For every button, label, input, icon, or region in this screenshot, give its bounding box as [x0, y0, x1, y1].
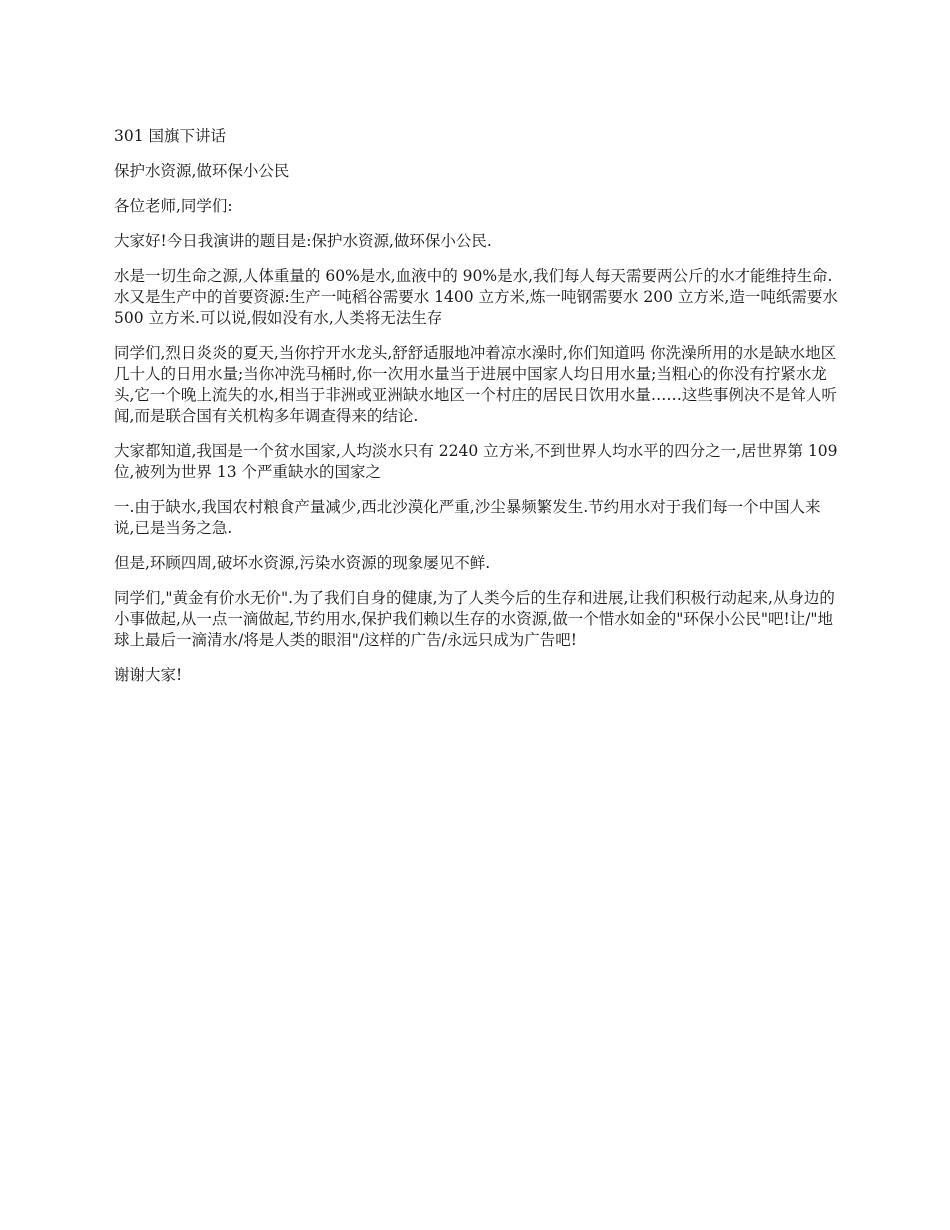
- paragraph: 同学们,"黄金有价水无价".为了我们自身的健康,为了人类今后的生存和进展,让我们积极行动起来,从身边的小事做起,从一点一滴做起,节约用水,保护我们赖以生存的水资源,做一个惜水如金的"环保小公民"吧!让/"地球上最后一滴清水/将是人类的眼泪"/这样的广告/永远只成为广告吧!: [114, 589, 835, 649]
- paragraph: 但是,环顾四周,破坏水资源,污染水资源的现象屡见不鲜.: [114, 554, 491, 572]
- paragraph: 大家好!今日我演讲的题目是:保护水资源,做环保小公民.: [114, 232, 492, 250]
- document-body: [114, 126, 838, 700]
- paragraph: 大家都知道,我国是一个贫水国家,人均淡水只有 2240 立方米,不到世界人均水平的四分之一,居世界第 109 位,被列为世界 13 个严重缺水的国家之: [114, 442, 838, 481]
- paragraph: 水是一切生命之源,人体重量的 60%是水,血液中的 90%是水,我们每人每天需要两公斤的水才能维持生命.水又是生产中的首要资源:生产一吨稻谷需要水 1400 立方米,炼一吨钢需要水 200 立方米,造一吨纸需要水 500 立方米.可以说,假如没有水,人类将无法生存: [114, 267, 838, 327]
- paragraph: 同学们,烈日炎炎的夏天,当你拧开水龙头,舒舒适服地冲着凉水澡时,你们知道吗 你洗澡所用的水是缺水地区几十人的日用水量;当你冲洗马桶时,你一次用水量当于进展中国家人均日用水量;当粗心的你没有拧紧水龙头,它一个晚上流失的水,相当于非洲或亚洲缺水地区一个村庄的居民日饮用水量……这些事例决不是耸人听闻,而是联合国有关机构多年调查得来的结论.: [114, 344, 837, 425]
- salutation: 各位老师,同学们:: [114, 197, 233, 215]
- closing: 谢谢大家!: [114, 666, 183, 684]
- speech-title: 保护水资源,做环保小公民: [114, 162, 290, 180]
- paragraph: 一.由于缺水,我国农村粮食产量减少,西北沙漠化严重,沙尘暴频繁发生.节约用水对于我们每一个中国人来说,已是当务之急.: [114, 498, 821, 537]
- document-title: 301 国旗下讲话: [114, 127, 227, 145]
